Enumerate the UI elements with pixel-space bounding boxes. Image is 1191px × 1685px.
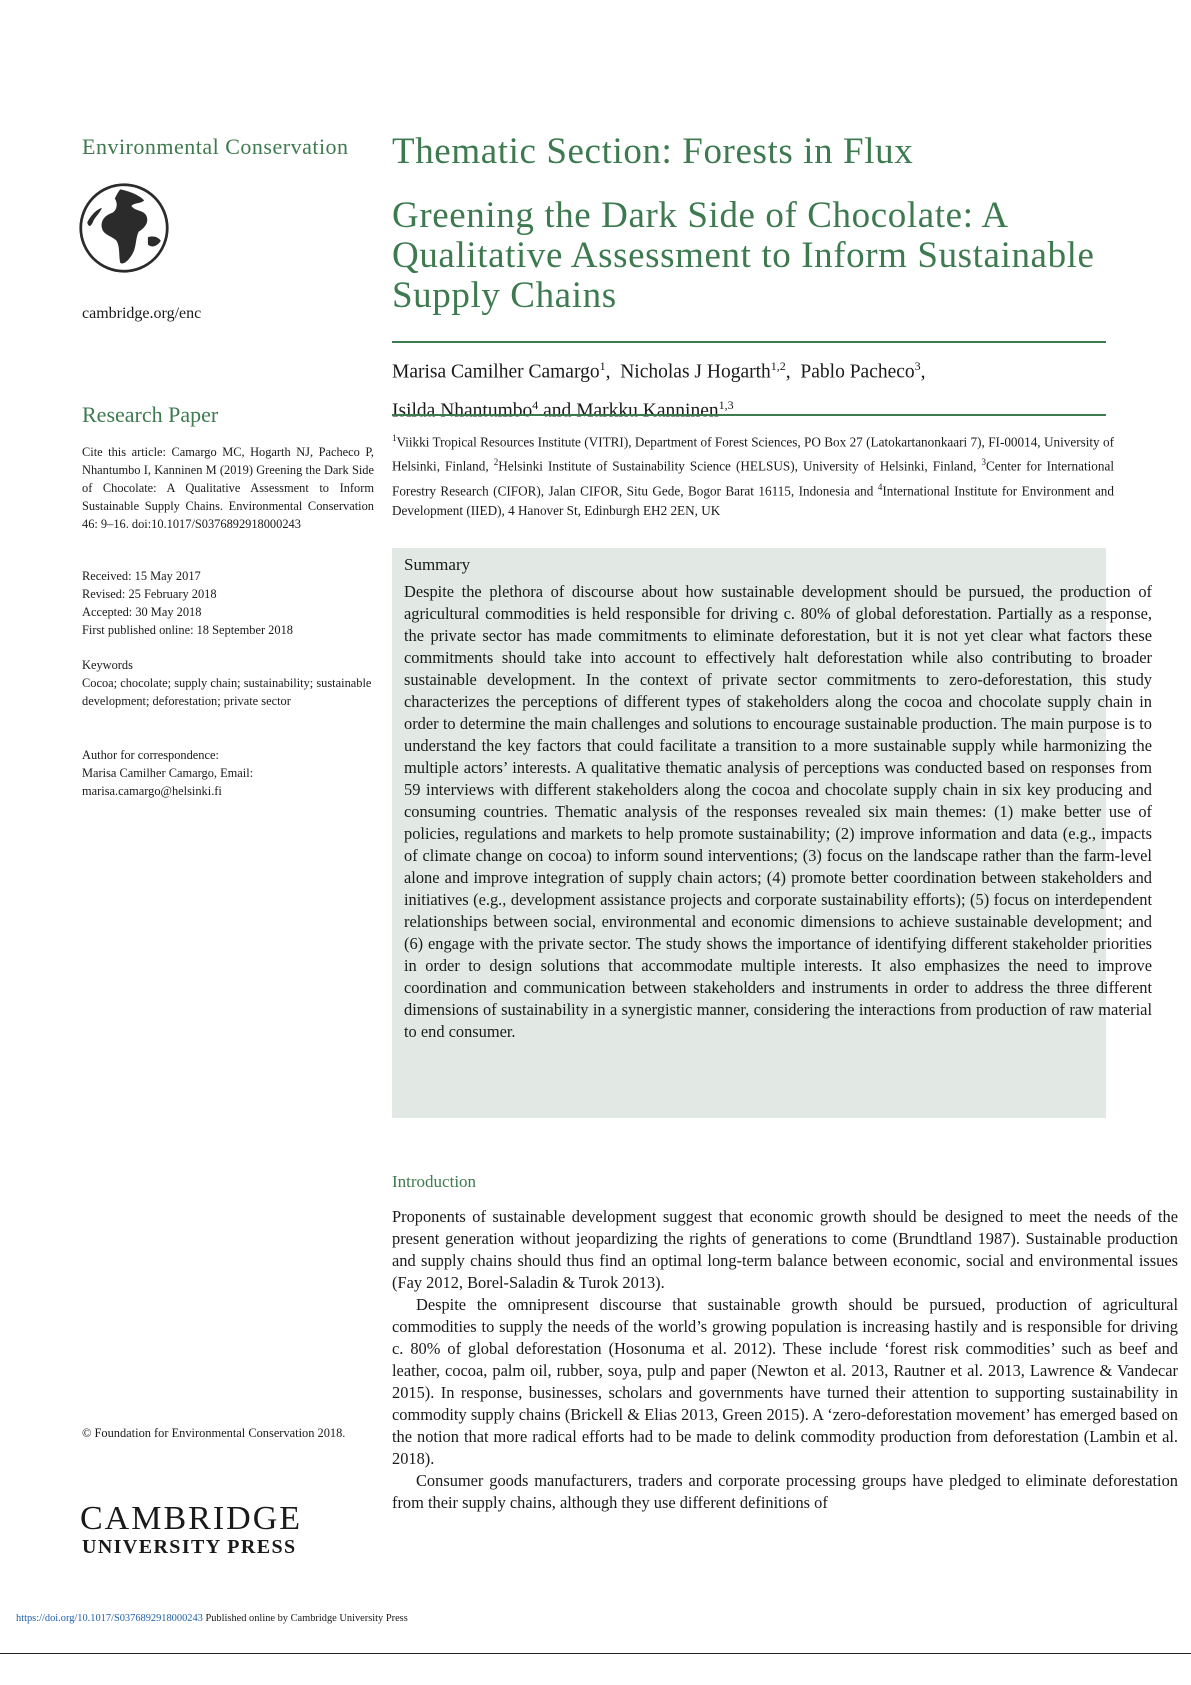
affil-text: International Institute for Environment and Development (IIED), 4 Hanover St, Edinburgh EH2 2EN, UK [392,483,1114,519]
keywords-block [82,656,374,710]
introduction-heading: Introduction [392,1172,477,1191]
publisher-logo-line1: CAMBRIDGE [80,1500,303,1537]
article-type: Research Paper [82,402,219,427]
citation: Cite this article: Camargo MC, Hogarth NJ, Pacheco P, Nhantumbo I, Kanninen M (2019) Greening the Dark Side of Chocolate: A Qualitative Assessment to Inform Sustainable Supply Chains. Environmental Conservation 46: 9–16. doi:10.1017/S0376892918000243 [82,445,374,531]
affil-number: 1 [392,433,397,443]
author-affil: 3 [914,359,921,373]
copyright: © Foundation for Environmental Conservation 2018. [82,1426,346,1440]
intro-paragraph: Consumer goods manufacturers, traders and corporate processing groups have pledged to eliminate deforestation from their supply chains, although they use different definitions of [392,1471,1178,1512]
doi-link[interactable]: https://doi.org/10.1017/S0376892918000243 [16,1613,203,1624]
accepted-date: Accepted: 30 May 2018 [82,605,202,619]
publisher-logo [80,1500,303,1558]
keywords-label: Keywords [82,658,133,672]
correspondence-block [82,746,374,800]
author: Marisa Camilher Camargo [392,361,600,383]
affiliations [392,428,1114,521]
globe-icon [78,182,170,274]
dates-block [82,567,374,639]
author-affil: 1,2 [770,359,786,373]
section-title: Thematic Section: Forests in Flux [392,131,914,172]
authors-rule [392,414,1106,416]
footer-suffix: Published online by Cambridge University Press [202,1613,408,1624]
article-title: Greening the Dark Side of Chocolate: A Qualitative Assessment to Inform Sustainable Supply Chains [392,195,1095,316]
author: Pablo Pacheco [800,361,915,383]
author-affil: 1 [599,359,606,373]
intro-paragraph: Proponents of sustainable development suggest that economic growth should be designed to meet the needs of the present generation without jeopardizing the rights of generations to come (Brundtland 1987). Sustainable production and supply chains should thus find an optimal long-term balance between economic, social and environmental issues (Fay 2012, Borel-Saladin & Turok 2013). [392,1207,1178,1292]
summary-text: Despite the plethora of discourse about how sustainable development should be pursued, the production of agricultural commodities is held responsible for driving c. 80% of global deforestation. Partially as a response, the private sector has made commitments to eliminate deforestation, but it is not yet clear what factors these commitments should take into account to effectively halt deforestation while also contributing to broader sustainable development. In the context of private sector commitments to zero-deforestation, this study characterizes the perceptions of different types of stakeholders along the cocoa and chocolate supply chain in order to determine the main challenges and solutions to encourage sustainable production. The main purpose is to understand the key factors that could facilitate a transition to a more sustainable supply while harmonizing the multiple actors’ interests. A qualitative thematic analysis of perceptions was conducted based on responses from 59 interviews with different stakeholders along the cocoa and chocolate supply chain in six key producing and consuming countries. Thematic analysis of the responses revealed six main themes: (1) make better use of policies, regulations and markets to help promote sustainability; (2) improve information and data (e.g., impacts of climate change on cocoa) to inform sound interventions; (3) focus on the landscape rather than the farm-level alone and improve integration of supply chain actors; (4) promote better coordination between stakeholders and initiatives (e.g., development assistance projects and corporate sustainability efforts); (5) focus on interdependent relationships between social, environmental and economic dimensions to achieve sustainable development; and (6) engage with the private sector. The study shows the importance of identifying different stakeholder priorities in order to design solutions that accommodate multiple interests. It also emphasizes the need to improve coordination and communication between stakeholders and instruments in order to address the three different dimensions of sustainability in a synergistic manner, considering the interactions from production of raw material to end consumer. [404,582,1152,1041]
journal-site: cambridge.org/enc [82,305,202,322]
summary-heading: Summary [404,555,471,574]
correspondence-label: Author for correspondence: [82,748,219,762]
revised-date: Revised: 25 February 2018 [82,587,217,601]
authors: Marisa Camilher Camargo$^1$, Nicholas J Hogarth$^{1,2}$, Pablo Pacheco$^3$, Isilda Nhantumbo$^4$ and Markku Kanninen$^{1,3}$ [392,359,926,421]
affil-number: 4 [877,481,883,492]
journal-name: Environmental Conservation [82,134,349,159]
affil-number: 3 [981,457,986,468]
author-conjunction: and [543,400,572,421]
affil-text: Center for International Forestry Research (CIFOR), Jalan CIFOR, Situ Gede, Bogor Barat 16115, Indonesia and [392,458,1114,499]
correspondence-text: Marisa Camilher Camargo, Email: marisa.camargo@helsinki.fi [82,766,254,798]
author: Nicholas J Hogarth [620,361,771,383]
author-affil: 4 [532,397,539,412]
publisher-logo-line2: UNIVERSITY PRESS [82,1536,297,1558]
footer-rule [0,1653,1191,1654]
author-affil: 1,3 [718,397,734,412]
introduction-body [392,1206,1178,1514]
affil-text: Viikki Tropical Resources Institute (VITRI), Department of Forest Sciences, PO Box 27 (Latokartanonkaari 7), FI-00014, University of Helsinki, Finland, [392,434,1114,474]
affil-text: Helsinki Institute of Sustainability Science (HELSUS), University of Helsinki, Finland, [498,458,982,474]
intro-paragraph: Despite the omnipresent discourse that sustainable growth should be pursued, production of agricultural commodities to supply the needs of the world’s growing population is increasing hastily and is responsible for driving c. 80% of global deforestation (Hosonuma et al. 2012). These include ‘forest risk commodities’ such as beef and leather, cocoa, palm oil, rubber, soya, pulp and paper (Newton et al. 2013, Rautner et al. 2013, Lawrence & Vandecar 2015). In response, businesses, scholars and governments have turned their attention to supporting sustainability in commodity supply chains (Brickell & Elias 2013, Green 2015). A ‘zero-deforestation movement’ has emerged based on the notion that more radical efforts had to be made to delink commodity production from deforestation (Lambin et al. 2018). [392,1295,1178,1468]
received-date: Received: 15 May 2017 [82,569,201,583]
author: Markku Kanninen [576,400,719,421]
title-rule [392,341,1106,343]
affil-number: 2 [493,457,499,468]
keywords-text: Cocoa; chocolate; supply chain; sustainability; sustainable development; deforestation; private sector [82,676,372,708]
author: Isilda Nhantumbo [392,400,533,421]
published-date: First published online: 18 September 2018 [82,623,293,637]
footer-doi [16,1613,408,1624]
